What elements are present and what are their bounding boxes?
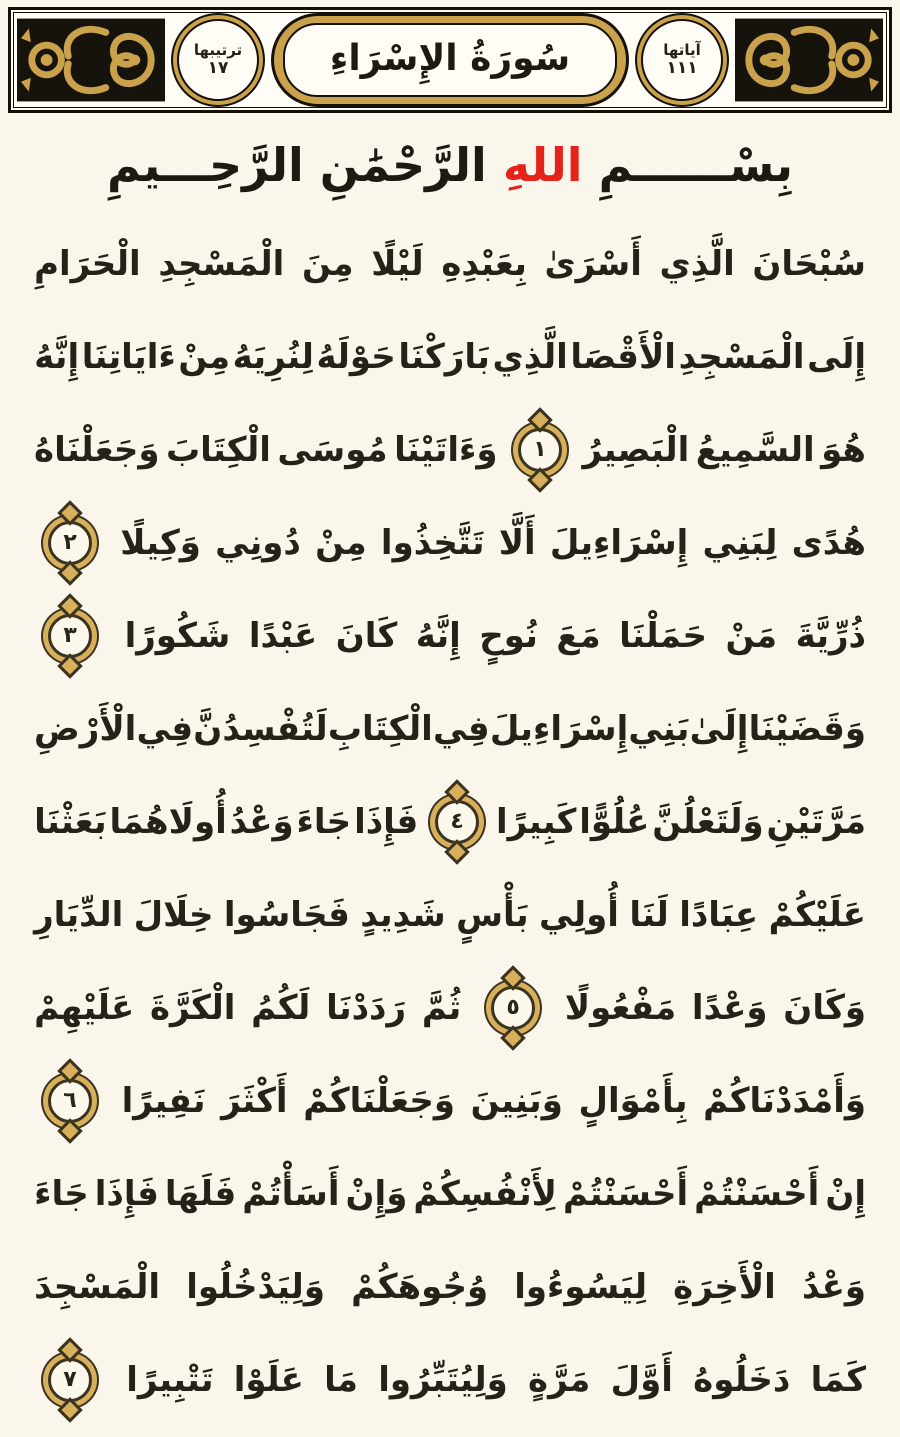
surah-order-value: ١٧: [207, 57, 229, 78]
quran-word: الَّذِي: [492, 336, 568, 377]
quran-word: عُلُوًّا: [579, 801, 650, 842]
surah-order-label: ترتيبها: [193, 40, 243, 59]
quran-word: مَا: [324, 1359, 358, 1400]
ayah-end-marker: [518, 428, 562, 472]
bismillah-post: الرَّحْمَٰنِ الرَّحِـــيمِ: [106, 138, 503, 192]
ayah-count-label: آياتها: [663, 40, 701, 59]
quran-word: عَبْدًا: [248, 615, 318, 656]
bismillah-pre: بِسْــــــمِ: [582, 138, 794, 192]
arabesque-icon: [735, 16, 883, 104]
quran-word: لَنَا: [629, 894, 669, 935]
quran-word: تَتَّخِذُوا: [380, 522, 485, 563]
quran-word: سُبْحَانَ: [752, 243, 866, 284]
quran-word: أَكْثَرَ: [221, 1080, 288, 1121]
quran-word: بَارَكْنَا: [398, 336, 490, 377]
quran-text-line: [8, 868, 892, 961]
quran-word: حَمَلْنَا: [619, 615, 707, 656]
quran-text-line: [8, 310, 892, 403]
quran-text-line: [8, 589, 892, 682]
quran-word: وَلِيُتَبِّرُوا: [378, 1359, 508, 1400]
quran-word: فِي: [433, 708, 490, 749]
quran-word: لَيْلًا: [371, 243, 424, 284]
surah-title-cartouche: [271, 13, 629, 107]
quran-word: مَفْعُولًا: [564, 987, 677, 1028]
quran-word: وَلَتَعْلُنَّ: [652, 801, 764, 842]
surah-header-band: [8, 7, 892, 113]
quran-word: فَلَهَا: [164, 1173, 237, 1214]
quran-word: مُوسَى: [277, 429, 388, 470]
quran-word: حَوْلَهُ: [316, 336, 396, 377]
quran-word: بِأَمْوَالٍ: [578, 1080, 688, 1121]
quran-word: وَءَاتَيْنَا: [394, 429, 498, 470]
quran-word: مِنْ: [178, 336, 231, 377]
quran-word: عَلَيْهِمْ: [34, 987, 135, 1028]
quran-word: وَبَنِينَ: [470, 1080, 563, 1121]
quran-word: ثُمَّ: [421, 987, 462, 1028]
arabesque-ornament-right: [17, 16, 165, 104]
quran-word: إِلَى: [807, 336, 866, 377]
quran-word: إِلَىٰ: [689, 708, 749, 749]
ayah-end-marker: [48, 521, 92, 565]
quran-word: الْكَرَّةَ: [149, 987, 236, 1028]
quran-word: الْأَقْصَا: [570, 336, 676, 377]
quran-text-line: [8, 496, 892, 589]
quran-word: وَعْدُ: [802, 1266, 866, 1307]
quran-word: إِسْرَاءِيلَ: [549, 522, 689, 563]
quran-word: الَّذِي: [659, 243, 735, 284]
quran-text-line: [8, 775, 892, 868]
quran-word: وُجُوهَكُمْ: [351, 1266, 489, 1307]
quran-word: مِنَ: [301, 243, 354, 284]
quran-word: رَدَدْنَا: [326, 987, 407, 1028]
quran-word: وَكِيلًا: [120, 522, 201, 563]
quran-word: لَتُفْسِدُنَّ: [193, 708, 328, 749]
quran-word: وَأَمْدَدْنَاكُمْ: [703, 1080, 866, 1121]
arabesque-ornament-left: [735, 16, 883, 104]
ayah-number: ٢: [63, 529, 77, 555]
quran-word: أَحْسَنْتُمْ: [562, 1173, 689, 1214]
quran-word: تَتْبِيرًا: [126, 1359, 214, 1400]
quran-word: لَكُمُ: [251, 987, 311, 1028]
quran-word: الْكِتَابَ: [165, 429, 271, 470]
quran-word: مِنْ: [315, 522, 367, 563]
quran-word: الْمَسْجِدِ: [158, 243, 285, 284]
quran-word: شَدِيدٍ: [360, 894, 446, 935]
ayah-number: ٥: [506, 994, 520, 1020]
ayah-end-marker: [491, 986, 535, 1030]
quran-word: أُولِي: [539, 894, 619, 935]
ayah-count-medallion: [641, 19, 723, 101]
quran-word: بِعَبْدِهِ: [441, 243, 527, 284]
quran-word: مَرَّتَيْنِ: [766, 801, 866, 842]
quran-text-line: [8, 217, 892, 310]
quran-word: لِبَنِي: [702, 522, 778, 563]
ayah-number: ٧: [63, 1366, 77, 1392]
quran-text-line: [8, 1054, 892, 1147]
quran-word: وَلِيَدْخُلُوا: [186, 1266, 325, 1307]
quran-word: ذُرِّيَّةَ: [795, 615, 866, 656]
quran-word: وَجَعَلْنَاهُ: [34, 429, 160, 470]
quran-word: شَكُورًا: [124, 615, 231, 656]
cartouche-gold-frame: [274, 16, 626, 104]
quran-word: خِلَالَ: [133, 894, 214, 935]
quran-word: لِأَنْفُسِكُمْ: [413, 1173, 557, 1214]
quran-text-line: [8, 1147, 892, 1240]
quran-word: بَأْسٍ: [456, 894, 529, 935]
quran-word: ءَايَاتِنَا: [81, 336, 176, 377]
quran-word: فَإِذَا: [94, 1173, 159, 1214]
quran-word: الْمَسْجِدِ: [678, 336, 805, 377]
quran-word: هُدًى: [791, 522, 866, 563]
quran-word: وَإِنْ: [345, 1173, 408, 1214]
quran-word: لِيَسُوءُوا: [514, 1266, 647, 1307]
ayah-count-value: ١١١: [666, 57, 698, 78]
quran-word: الْكِتَابِ: [327, 708, 433, 749]
bismillah-text: [107, 138, 793, 192]
ayah-end-marker: [435, 800, 479, 844]
quran-word: أَوَّلَ: [610, 1359, 673, 1400]
quran-word: أَسَأْتُمْ: [242, 1173, 340, 1214]
quran-word: دَخَلُوهُ: [693, 1359, 791, 1400]
quran-word: نُوحٍ: [479, 615, 538, 656]
ayah-end-marker: [48, 1358, 92, 1402]
quran-word: إِنَّهُ: [415, 615, 461, 656]
quran-word: مَعَ: [556, 615, 601, 656]
quran-word: الْمَسْجِدَ: [34, 1266, 161, 1307]
cartouche-inner-panel: [283, 23, 617, 97]
quran-word: فَجَاسُوا: [223, 894, 350, 935]
quran-word: أَلَّا: [498, 522, 536, 563]
ayah-number: ٦: [63, 1087, 77, 1113]
quran-word: وَقَضَيْنَا: [748, 708, 866, 749]
ayah-number: ١: [533, 436, 547, 462]
quran-word: كَبِيرًا: [496, 801, 577, 842]
ayah-end-marker: [48, 1079, 92, 1123]
quran-word: فَإِذَا: [354, 801, 419, 842]
quran-word: دُونِي: [215, 522, 301, 563]
bismillah-allah: اللهِ: [502, 138, 583, 192]
quran-word: كَمَا: [810, 1359, 866, 1400]
quran-text-block: [8, 217, 892, 1426]
quran-word: لِنُرِيَهُ: [232, 336, 314, 377]
quran-word: إِنَّهُ: [34, 336, 80, 377]
quran-text-line: [8, 1333, 892, 1426]
bismillah-row: [8, 113, 892, 217]
quran-word: كَانَ: [335, 615, 398, 656]
quran-word: إِسْرَاءِيلَ: [489, 708, 629, 749]
quran-word: جَاءَ: [296, 801, 352, 842]
quran-text-line: [8, 682, 892, 775]
quran-word: هُوَ: [821, 429, 866, 470]
quran-word: أَسْرَىٰ: [544, 243, 642, 284]
quran-word: الْبَصِيرُ: [582, 429, 690, 470]
quran-word: بَنِي: [628, 708, 690, 749]
quran-word: جَاءَ: [34, 1173, 89, 1214]
quran-word: الدِّيَارِ: [34, 894, 124, 935]
quran-word: بَعَثْنَا: [34, 801, 107, 842]
quran-word: عَلَيْكُمْ: [768, 894, 866, 935]
quran-word: نَفِيرًا: [121, 1080, 206, 1121]
quran-word: فِي: [136, 708, 194, 749]
quran-word: وَكَانَ: [783, 987, 866, 1028]
quran-word: وَجَعَلْنَاكُمْ: [303, 1080, 455, 1121]
quran-word: الْأَرْضِ: [34, 708, 137, 749]
quran-text-line: [8, 403, 892, 496]
arabesque-icon: [17, 16, 165, 104]
quran-word: أَحْسَنْتُمْ: [694, 1173, 820, 1214]
ayah-number: ٤: [450, 808, 464, 834]
quran-word: أُولَاهُمَا: [109, 801, 227, 842]
quran-word: السَّمِيعُ: [695, 429, 815, 470]
quran-word: إِنْ: [825, 1173, 866, 1214]
quran-word: مَرَّةٍ: [528, 1359, 591, 1400]
quran-word: عَلَوْا: [233, 1359, 304, 1400]
surah-title: سُورَةُ الإِسْرَاءِ: [329, 37, 571, 79]
quran-word: الْأَخِرَةِ: [673, 1266, 776, 1307]
quran-text-line: [8, 961, 892, 1054]
surah-order-medallion: [177, 19, 259, 101]
quran-text-line: [8, 1240, 892, 1333]
quran-word: عِبَادًا: [679, 894, 759, 935]
ayah-number: ٣: [63, 622, 77, 648]
quran-word: الْحَرَامِ: [34, 243, 141, 284]
quran-word: وَعْدُ: [229, 801, 294, 842]
quran-word: وَعْدًا: [691, 987, 768, 1028]
quran-word: مَنْ: [725, 615, 778, 656]
ayah-end-marker: [48, 614, 92, 658]
